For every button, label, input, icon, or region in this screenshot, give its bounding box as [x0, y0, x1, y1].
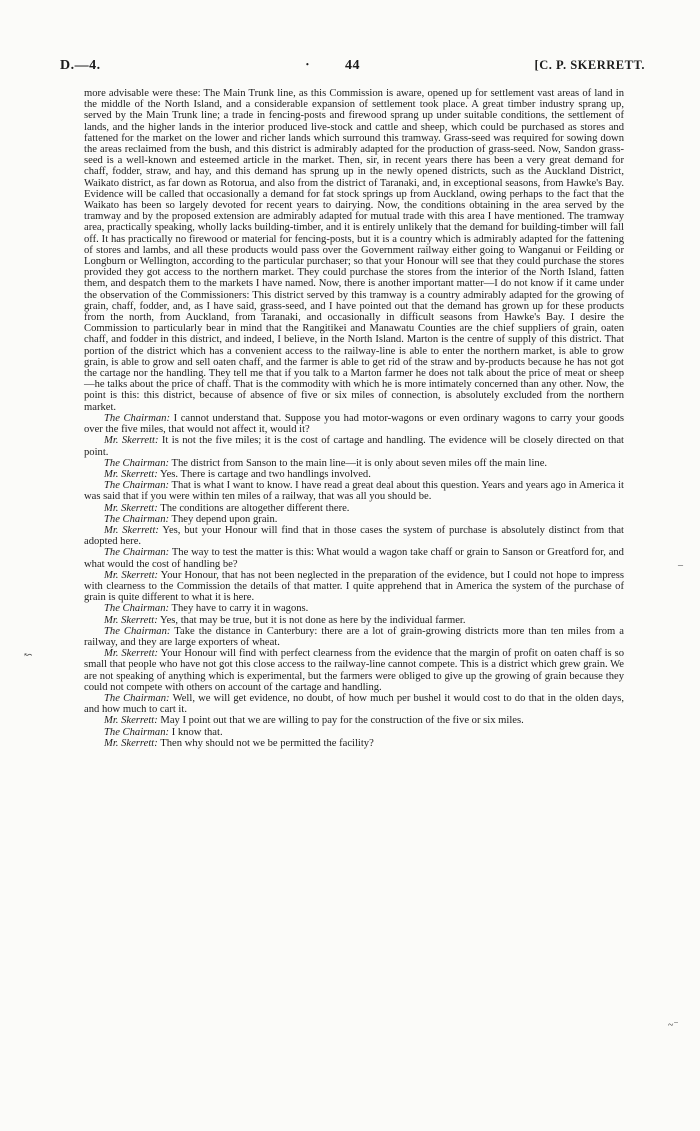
speech-text: The district from Sanson to the main line—it is only about seven miles off the main line. [171, 457, 548, 469]
exchange-paragraph [84, 480, 624, 502]
margin-mark: ~⁻ [668, 1020, 679, 1031]
report-reference: D.—4. [60, 58, 101, 73]
intro-paragraph: more advisable were these: The Main Trunk line, as this Commission is aware, opened up for settlement vast areas of land in the middle of the North Island, and a considerable expansion of settlement took place. A great timber industry sprang up, served by the Main Trunk line; a trade in fencing-posts and firewood sprang up under suitable conditions, the settlement of lands, and the higher lands in the interior produced live-stock and cattle and sheep, which could be purchased as stores and fattened for the market on the lower and richer lands which surround this tramway. Grass-seed was required for sowing down the areas reclaimed from the bush, and this district is admirably adapted for the production of grass-seed. Now, Sandon grass-seed is a well-known and esteemed article in the market. Then, sir, in recent years there has been a very great demand for chaff, fodder, straw, and hay, and this demand has sprung up in the newly opened districts, such as the Auckland District, Waikato district, as far down as Rotorua, and also from the district of Taranaki, and, in exceptional seasons, from Hawke's Bay. Evidence will be called that occasionally a demand for fat stock springs up from Auckland, owing perhaps to the fact that the Waikato has been so largely devoted for recent years to dairying. Now, the conditions obtaining in the area served by the tramway and by the proposed extension are admirably adapted for mutual trade with this area I have mentioned. The tramway area, practically speaking, wholly lacks building-timber, and it is entirely unlikely that the demand for building-timber will fall off. It has practically no firewood or material for fencing-posts, but it is a country which is admirably adapted for the fattening of stores and lambs, and all these products would pass over the Government railway either going to Wanganui or Feilding or Longburn or Wellington, according to the particular purchaser; so that your Honour will see that they could purchase the stores provided they got access to the northern market. They could purchase the stores from the interior of the North Island, fatten them, and despatch them to the markets I have named. Now, there is another important matter—I do not know if it came under the observation of the Commissioners: This district served by this tramway is a country admirably adapted for the growing of grain, chaff, fodder, and, as I have said, grass-seed, and I have pointed out that the demand has grown up for these products from the north, from Auckland, from Taranaki, and occasionally in difficult seasons from Hawke's Bay. I desire the Commission to particularly bear in mind that the Rangitikei and Manawatu Counties are the chief suppliers of grain, oaten chaff, and fodder in this district, and indeed, I believe, in the North Island. Marton is the centre of supply of this district. That portion of the district which has a convenient access to the railway-line is able to enter the northern market, is able to grow grain, is able to grow and sell oaten chaff, and the farmer is able to get rid of the straw and by-products because he has not got the cartage nor the handling. They tell me that if you talk to a Marton farmer he does not talk about the price of meat or sheep—he talks about the price of chaff. That is the commodity with which he is more intimately concerned than any other. Now, the point is this: this district, because of absence of five or six miles of connection, is absolutely excluded from the northern market. [84, 88, 624, 413]
speech-text: I know that. [171, 726, 223, 738]
speaker-reference: [C. P. SKERRETT. [534, 58, 645, 72]
speaker-name: The Chairman: [104, 412, 170, 424]
exchange-paragraph [84, 435, 624, 457]
speech-text: The way to test the matter is this: What would a wagon take chaff or grain to Sanson or Greatford for, and what would the cost of handling be? [84, 547, 624, 570]
exchange-paragraph [84, 693, 624, 715]
speech-text: It is not the five miles; it is the cost of cartage and handling. The evidence will be closely directed on that point. [84, 435, 624, 458]
speaker-name: Mr. Skerrett: [104, 468, 158, 480]
speech-text: They depend upon grain. [171, 513, 278, 525]
speaker-name: Mr. Skerrett: [104, 614, 158, 626]
speaker-name: The Chairman: [104, 726, 170, 738]
speech-text: Then why should not we be permitted the facility? [160, 737, 374, 749]
header-dot: • [306, 60, 310, 69]
page-number: 44 [345, 58, 360, 73]
speaker-name: Mr. Skerrett: [104, 569, 159, 581]
margin-mark: ↜ [24, 650, 33, 661]
speaker-name: The Chairman: [104, 480, 170, 492]
speaker-name: Mr. Skerrett: [104, 524, 159, 536]
page-header [60, 58, 645, 78]
exchange-paragraph [84, 547, 624, 569]
exchange-paragraph [84, 458, 624, 469]
speech-text: Take the distance in Canterbury: there are a lot of grain-growing districts more than ten miles from a railway, and they are large exporters of wheat. [84, 625, 624, 648]
exchange-paragraph [84, 615, 624, 626]
speech-text: Yes. There is cartage and two handlings involved. [160, 468, 371, 480]
exchange-paragraph [84, 503, 624, 514]
speech-text: Yes, but your Honour will find that in those cases the system of purchase is absolutely distinct from that adopted here. [84, 524, 624, 548]
document-body [84, 88, 624, 749]
speaker-name: The Chairman: [104, 547, 170, 559]
speaker-name: The Chairman: [104, 603, 170, 615]
speech-text: May I point out that we are willing to pay for the construction of the five or six miles. [160, 715, 524, 727]
exchange-paragraph [84, 570, 624, 604]
exchange-paragraph [84, 514, 624, 525]
speech-text: That is what I want to know. I have read a great deal about this question. Years and years ago in America it was said that if you were within ten miles of a railway, that was all you should be. [84, 480, 624, 503]
speaker-name: The Chairman: [104, 457, 170, 469]
exchange-paragraph [84, 727, 624, 738]
speaker-name: Mr. Skerrett: [104, 648, 159, 660]
exchange-paragraph [84, 603, 624, 614]
exchange-paragraph [84, 525, 624, 547]
exchange-paragraph [84, 648, 624, 693]
exchange-paragraph [84, 413, 624, 435]
speech-text: Your Honour, that has not been neglected in the preparation of the evidence, but I could not hope to impress with clearness to the Commission the details of that matter. I quite apprehend that in America the system of the purchase of grain is quite different to what it is here. [84, 569, 624, 604]
speaker-name: Mr. Skerrett: [104, 715, 158, 727]
exchange-paragraph [84, 469, 624, 480]
speaker-name: The Chairman: [104, 513, 170, 525]
speech-text: Well, we will get evidence, no doubt, of how much per bushel it would cost to do that in the olden days, and how much to cart it. [84, 692, 624, 716]
speech-text: They have to carry it in wagons. [171, 603, 309, 615]
exchange-paragraph [84, 715, 624, 726]
speech-text: Your Honour will find with perfect clearness from the evidence that the margin of profit on oaten chaff is so small that people who have not got this close access to the railway-line cannot compete. This is a district which grew grain. We are not speaking of anything which is experimental, but the farmers were obliged to give up the growing of grain because they could not compete with others on account of the cartage and handling. [84, 648, 625, 693]
exchange-paragraph [84, 738, 624, 749]
speech-text: Yes, that may be true, but it is not done as here by the individual farmer. [160, 614, 466, 626]
speaker-name: Mr. Skerrett: [104, 435, 159, 447]
margin-mark: – [678, 560, 683, 571]
speaker-name: Mr. Skerrett: [104, 502, 158, 514]
speech-text: I cannot understand that. Suppose you had motor-wagons or even ordinary wagons to carry your goods over the five miles, that would not affect it, would it? [84, 412, 624, 436]
speech-text: The conditions are altogether different there. [160, 502, 350, 514]
exchange-paragraph [84, 626, 624, 648]
speaker-name: The Chairman: [104, 625, 171, 637]
speaker-name: The Chairman: [104, 692, 170, 704]
speaker-name: Mr. Skerrett: [104, 737, 158, 749]
